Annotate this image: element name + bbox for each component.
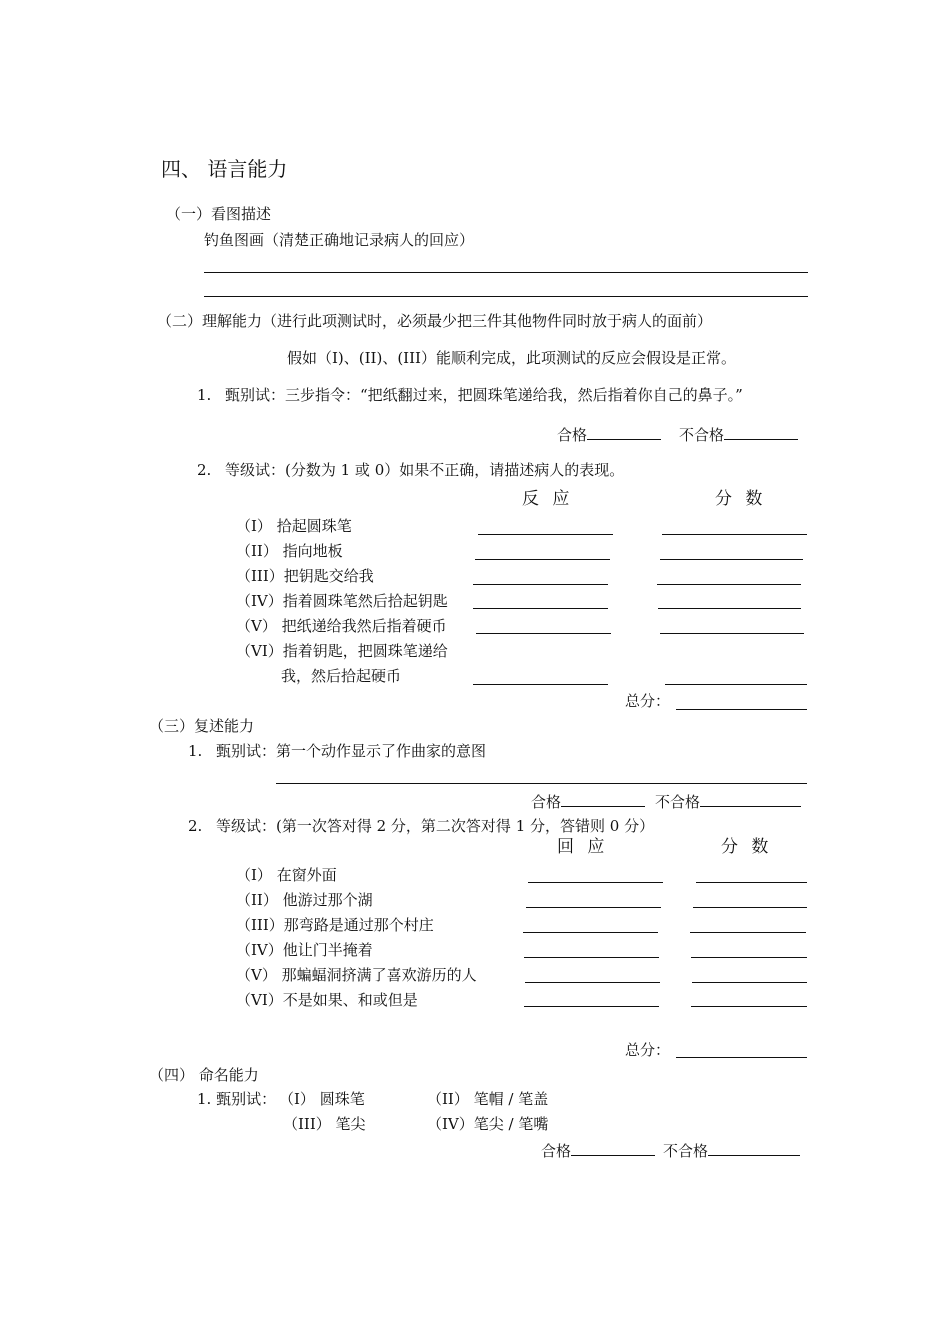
pass-label: 合格 — [541, 1142, 572, 1160]
pass-label: 合格 — [531, 793, 562, 811]
response-blank[interactable] — [524, 1006, 659, 1007]
sub3-item-label: （III）那弯路是通过那个村庄 — [236, 916, 434, 934]
response-blank[interactable] — [525, 982, 660, 983]
pass-blank[interactable] — [561, 791, 645, 807]
sub2-heading: （二）理解能力（进行此项测试时，必须最少把三件其他物件同时放于病人的面前） — [157, 312, 713, 330]
sub2-note: 假如（I)、(II)、(III）能顺利完成，此项测试的反应会假设是正常。 — [287, 349, 736, 367]
score-blank[interactable] — [660, 633, 804, 634]
fail-blank[interactable] — [700, 791, 801, 807]
sub3-screen-number: 1. — [188, 742, 203, 760]
fail-blank[interactable] — [708, 1140, 800, 1156]
response-blank[interactable] — [473, 684, 608, 685]
sub3-item-label: （II） 他游过那个湖 — [236, 891, 373, 909]
sub4-item: （III） 笔尖 — [283, 1115, 366, 1133]
sub3-heading: （三）复述能力 — [149, 717, 255, 735]
sub3-grade-text: 等级试：(第一次答对得 2 分，第二次答对得 1 分，答错则 0 分） — [216, 817, 655, 835]
sub2-item-label: （II） 指向地板 — [236, 542, 343, 560]
response-blank[interactable] — [478, 534, 613, 535]
sub2-screen-number: 1. — [197, 386, 212, 404]
score-blank[interactable] — [657, 584, 801, 585]
score-blank[interactable] — [696, 882, 807, 883]
response-blank[interactable] — [473, 608, 608, 609]
sub3-col-score: 分 数 — [721, 837, 773, 857]
score-blank[interactable] — [658, 608, 801, 609]
sub2-screen-text: 甄别试：三步指令：“把纸翻过来，把圆珠笔递给我，然后指着你自己的鼻子。” — [225, 386, 743, 404]
response-blank[interactable] — [528, 882, 663, 883]
sub4-item: （I） 圆珠笔 — [279, 1090, 365, 1108]
sub2-col-score: 分 数 — [715, 489, 767, 509]
sub2-item-label: （IV）指着圆珠笔然后拾起钥匙 — [236, 592, 448, 610]
sub2-total-blank[interactable] — [676, 709, 807, 710]
response-blank[interactable] — [526, 907, 661, 908]
score-blank[interactable] — [660, 559, 803, 560]
sub1-heading: （一）看图描述 — [166, 205, 272, 223]
response-blank[interactable] — [475, 559, 610, 560]
sub3-col-response: 回 应 — [557, 837, 609, 857]
pass-label: 合格 — [557, 426, 588, 444]
score-blank[interactable] — [690, 932, 806, 933]
fail-label: 不合格 — [663, 1142, 709, 1160]
sub4-heading: （四） 命名能力 — [149, 1066, 259, 1084]
sub3-total-blank[interactable] — [676, 1057, 807, 1058]
score-blank[interactable] — [665, 684, 807, 685]
score-blank[interactable] — [693, 907, 807, 908]
sub2-item-label: （III）把钥匙交给我 — [236, 567, 374, 585]
score-blank[interactable] — [692, 982, 807, 983]
sub2-col-response: 反 应 — [522, 489, 574, 509]
sub3-item-label: （V） 那蝙蝠洞挤满了喜欢游历的人 — [236, 966, 477, 984]
sub2-grade-text: 等级试：(分数为 1 或 0）如果不正确，请描述病人的表现。 — [225, 461, 625, 479]
fail-label: 不合格 — [679, 426, 725, 444]
sub2-item-label: （I） 拾起圆珠笔 — [236, 517, 352, 535]
response-blank[interactable] — [524, 957, 659, 958]
sub4-pass-row — [541, 1140, 800, 1160]
sub3-item-label: （VI）不是如果、和或但是 — [236, 991, 418, 1009]
sub2-total-label: 总分： — [625, 692, 671, 710]
sub4-item: （IV）笔尖 / 笔嘴 — [427, 1115, 549, 1133]
response-blank[interactable] — [476, 633, 611, 634]
sub3-screen-response-line[interactable] — [276, 783, 807, 784]
sub3-pass-row — [531, 791, 801, 811]
pass-blank[interactable] — [587, 424, 661, 440]
response-line-2[interactable] — [204, 296, 808, 297]
sub2-item-label: （V） 把纸递给我然后指着硬币 — [236, 617, 447, 635]
fail-label: 不合格 — [655, 793, 701, 811]
sub3-item-label: （IV）他让门半掩着 — [236, 941, 373, 959]
sub4-item: （II） 笔帽 / 笔盖 — [427, 1090, 549, 1108]
response-blank[interactable] — [523, 932, 658, 933]
sub2-item-label: （VI）指着钥匙，把圆珠笔递给 — [236, 642, 448, 660]
section-title: 四、 语言能力 — [161, 157, 288, 181]
fail-blank[interactable] — [724, 424, 798, 440]
sub3-item-label: （I） 在窗外面 — [236, 866, 337, 884]
score-blank[interactable] — [691, 1006, 807, 1007]
sub3-screen-text: 甄别试：第一个动作显示了作曲家的意图 — [216, 742, 487, 760]
sub4-screen-label: 1. 甄别试： — [197, 1090, 277, 1108]
sub3-total-label: 总分： — [625, 1041, 671, 1059]
response-blank[interactable] — [473, 584, 608, 585]
sub3-grade-number: 2. — [188, 817, 203, 835]
score-blank[interactable] — [691, 957, 807, 958]
sub2-grade-number: 2. — [197, 461, 212, 479]
sub2-pass-row — [557, 424, 798, 444]
sub1-instruction: 钓鱼图画（清楚正确地记录病人的回应） — [204, 231, 475, 249]
pass-blank[interactable] — [571, 1140, 655, 1156]
score-blank[interactable] — [662, 534, 807, 535]
sub2-item-label-cont: 我，然后拾起硬币 — [281, 667, 402, 685]
response-line-1[interactable] — [204, 272, 808, 273]
